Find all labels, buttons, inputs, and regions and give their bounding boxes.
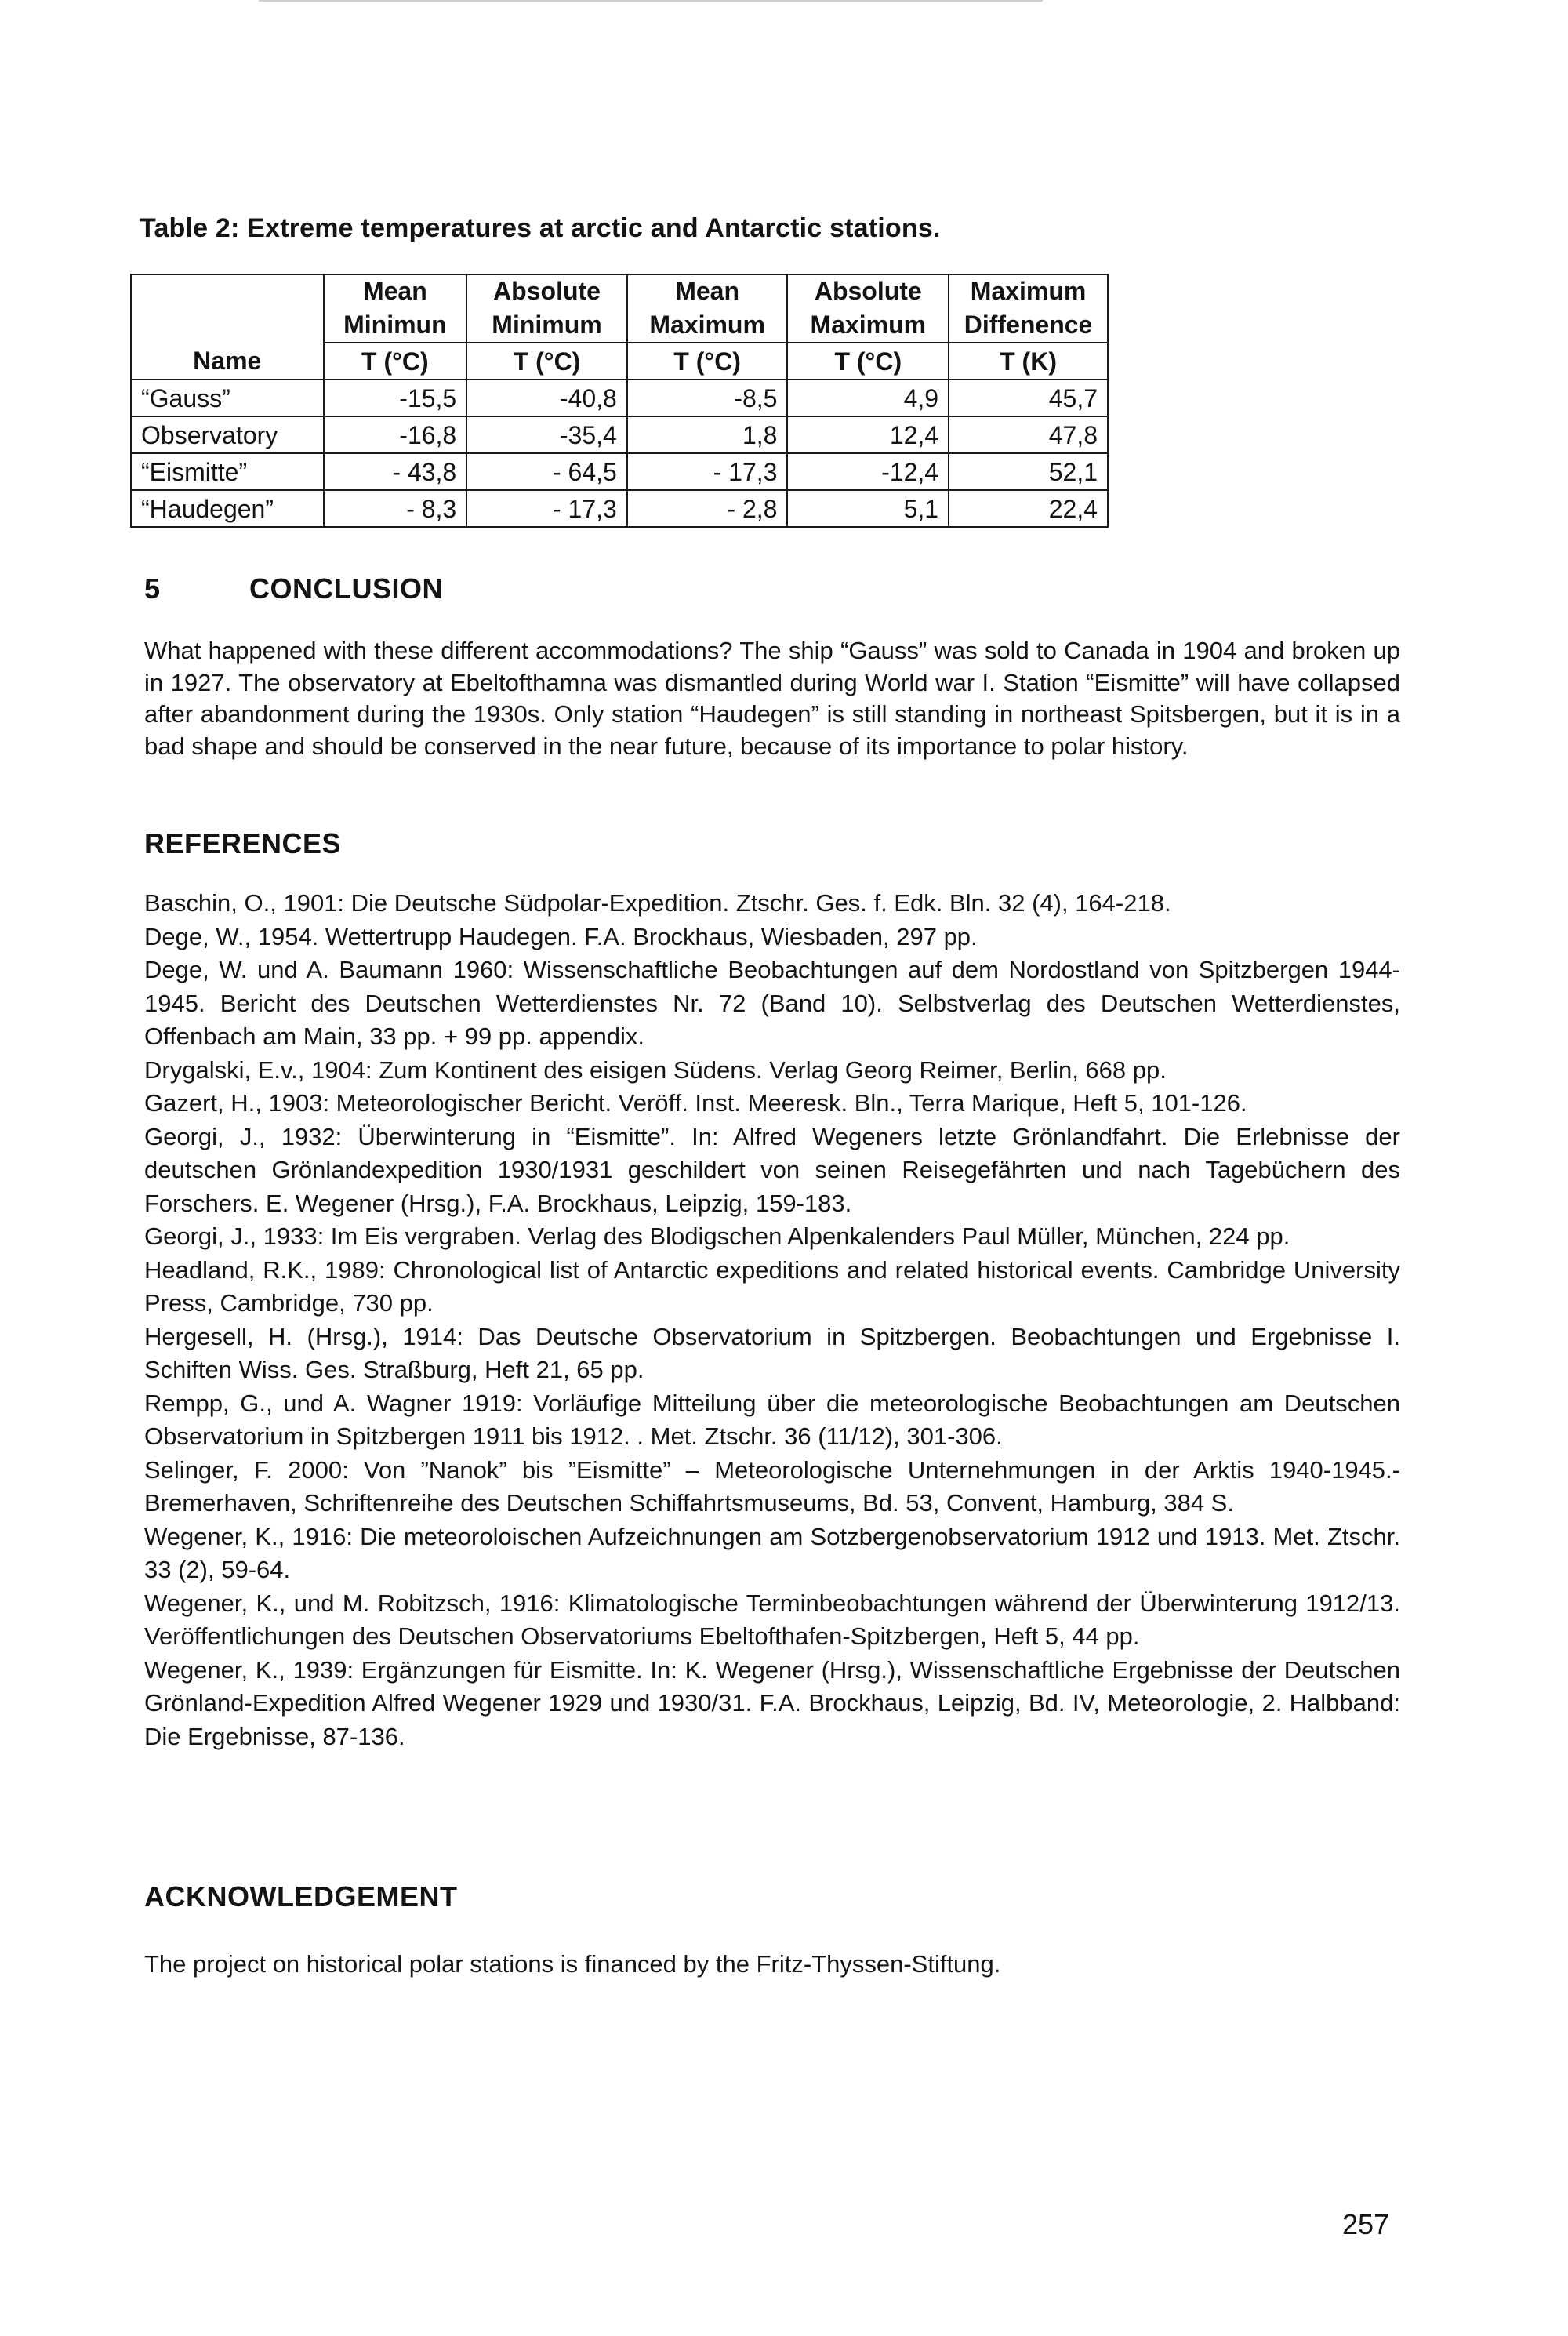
- header-max-diff-2: Diffenence: [949, 307, 1108, 343]
- max-diff-value: 47,8: [949, 416, 1108, 453]
- abs-min-value: - 64,5: [466, 453, 627, 490]
- reference-item: Dege, W. und A. Baumann 1960: Wissenschaftliche Beobachtungen auf dem Nordostland von Spitzbergen 1944-1945. Bericht des Deutschen Wetterdienstes Nr. 72 (Band 10). Selbstverlag des Deutschen Wetterdienstes, Offenbach am Main, 33 pp. + 99 pp. appendix.: [144, 956, 1400, 1050]
- reference-item: Baschin, O., 1901: Die Deutsche Südpolar-Expedition. Ztschr. Ges. f. Edk. Bln. 32 (4), 164-218.: [144, 889, 1171, 917]
- reference-item: Rempp, G., und A. Wagner 1919: Vorläufige Mitteilung über die meteorologische Beobachtungen am Deutschen Observatorium in Spitzbergen 1911 bis 1912. . Met. Ztschr. 36 (11/12), 301-306.: [144, 1389, 1400, 1450]
- references-heading: REFERENCES: [144, 827, 342, 859]
- abs-max-value: -12,4: [787, 453, 949, 490]
- mean-max-value: - 2,8: [627, 490, 788, 527]
- conclusion-text: What happened with these different accommodations? The ship “Gauss” was sold to Canada in 1904 and broken up in 1927. The observatory at Ebeltofthamna was dismantled during World war I. Station “Eismitte” will have collapsed after abandonment during the 1930s. Only station “Haudegen” is still standing in northeast Spitsbergen, but it is in a bad shape and should be conserved in the near future, because of its importance to polar history.: [144, 637, 1400, 760]
- top-rule: [259, 0, 1043, 2]
- header-name-blank: [131, 307, 324, 343]
- header-mean-min-1: Mean: [324, 274, 467, 307]
- table-header-row: [131, 307, 1108, 343]
- table-row: [131, 490, 1108, 527]
- max-diff-value: 52,1: [949, 453, 1108, 490]
- reference-item: Wegener, K., 1939: Ergänzungen für Eismitte. In: K. Wegener (Hrsg.), Wissenschaftliche Ergebnisse der Deutschen Grönland-Expedition Alfred Wegener 1929 und 1930/31. F.A. Brockhaus, Leipzig, Bd. IV, Meteorologie, 2. Halbband: Die Ergebnisse, 87-136.: [144, 1655, 1400, 1750]
- header-name: Name: [131, 343, 324, 380]
- section-number: 5: [144, 572, 161, 605]
- abs-min-value: - 17,3: [466, 490, 627, 527]
- max-diff-value: 45,7: [949, 380, 1108, 416]
- header-abs-max-1: Absolute: [787, 274, 949, 307]
- page-number: 257: [1342, 2208, 1390, 2240]
- header-abs-max-2: Maximum: [787, 307, 949, 343]
- station-name: “Eismitte”: [131, 453, 324, 490]
- acknowledgement-text: The project on historical polar stations is financed by the Fritz-Thyssen-Stiftung.: [144, 1950, 1001, 1978]
- header-abs-max-unit: T (°C): [787, 343, 949, 380]
- header-mean-min-unit: T (°C): [324, 343, 467, 380]
- reference-item: Wegener, K., und M. Robitzsch, 1916: Klimatologische Terminbeobachtungen während der Überwinterung 1912/13. Veröffentlichungen des Deutschen Observatoriums Ebeltofthafen-Spitzbergen, Heft 5, 44 pp.: [144, 1589, 1400, 1650]
- header-abs-min-2: Minimum: [466, 307, 627, 343]
- table-row: [131, 453, 1108, 490]
- reference-item: Georgi, J., 1933: Im Eis vergraben. Verlag des Blodigschen Alpenkalenders Paul Müller, München, 224 pp.: [144, 1222, 1290, 1250]
- header-max-diff-unit: T (K): [949, 343, 1108, 380]
- mean-min-value: - 8,3: [324, 490, 467, 527]
- header-mean-max-1: Mean: [627, 274, 788, 307]
- mean-min-value: - 43,8: [324, 453, 467, 490]
- acknowledgement-heading: ACKNOWLEDGEMENT: [144, 1880, 458, 1913]
- reference-item: Georgi, J., 1932: Überwinterung in “Eismitte”. In: Alfred Wegeners letzte Grönlandfahrt. Die Erlebnisse der deutschen Grönlandexpedition 1930/1931 geschildert von seinen Reisegefährten und nach Tagebüchern des Forschers. E. Wegener (Hrsg.), F.A. Brockhaus, Leipzig, 159-183.: [144, 1122, 1400, 1217]
- table-row: [131, 380, 1108, 416]
- header-mean-max-unit: T (°C): [627, 343, 788, 380]
- abs-max-value: 12,4: [787, 416, 949, 453]
- reference-list: [144, 887, 1400, 1753]
- reference-item: Wegener, K., 1916: Die meteoroloischen Aufzeichnungen am Sotzbergenobservatorium 1912 und 1913. Met. Ztschr. 33 (2), 59-64.: [144, 1522, 1400, 1583]
- station-name: Observatory: [131, 416, 324, 453]
- station-name: “Haudegen”: [131, 490, 324, 527]
- header-abs-min-unit: T (°C): [466, 343, 627, 380]
- header-mean-min-2: Minimun: [324, 307, 467, 343]
- abs-min-value: -40,8: [466, 380, 627, 416]
- reference-item: Selinger, F. 2000: Von ”Nanok” bis ”Eismitte” – Meteorologische Unternehmungen in der Arktis 1940-1945.- Bremerhaven, Schriftenreihe des Deutschen Schiffahrtsmuseums, Bd. 53, Convent, Hamburg, 384 S.: [144, 1455, 1400, 1517]
- mean-min-value: -16,8: [324, 416, 467, 453]
- reference-item: Dege, W., 1954. Wettertrupp Haudegen. F.A. Brockhaus, Wiesbaden, 297 pp.: [144, 922, 978, 950]
- reference-item: Headland, R.K., 1989: Chronological list of Antarctic expeditions and related historical events. Cambridge University Press, Cambridge, 730 pp.: [144, 1255, 1400, 1317]
- temperature-table: [130, 274, 1109, 528]
- abs-min-value: -35,4: [466, 416, 627, 453]
- max-diff-value: 22,4: [949, 490, 1108, 527]
- reference-item: Drygalski, E.v., 1904: Zum Kontinent des eisigen Südens. Verlag Georg Reimer, Berlin, 668 pp.: [144, 1055, 1167, 1084]
- header-max-diff-1: Maximum: [949, 274, 1108, 307]
- mean-max-value: - 17,3: [627, 453, 788, 490]
- table-header-row: [131, 274, 1108, 307]
- reference-item: Hergesell, H. (Hrsg.), 1914: Das Deutsche Observatorium in Spitzbergen. Beobachtungen und Ergebnisse I. Schiften Wiss. Ges. Straßburg, Heft 21, 65 pp.: [144, 1322, 1400, 1383]
- table-row: [131, 416, 1108, 453]
- abs-max-value: 5,1: [787, 490, 949, 527]
- abs-max-value: 4,9: [787, 380, 949, 416]
- mean-max-value: -8,5: [627, 380, 788, 416]
- header-abs-min-1: Absolute: [466, 274, 627, 307]
- header-mean-max-2: Maximum: [627, 307, 788, 343]
- reference-item: Gazert, H., 1903: Meteorologischer Bericht. Veröff. Inst. Meeresk. Bln., Terra Marique, Heft 5, 101-126.: [144, 1089, 1247, 1117]
- station-name: “Gauss”: [131, 380, 324, 416]
- table-caption: Table 2: Extreme temperatures at arctic and Antarctic stations.: [140, 213, 941, 243]
- header-name-blank: [131, 274, 324, 307]
- conclusion-heading: CONCLUSION: [249, 572, 443, 605]
- mean-max-value: 1,8: [627, 416, 788, 453]
- mean-min-value: -15,5: [324, 380, 467, 416]
- table-units-row: [131, 343, 1108, 380]
